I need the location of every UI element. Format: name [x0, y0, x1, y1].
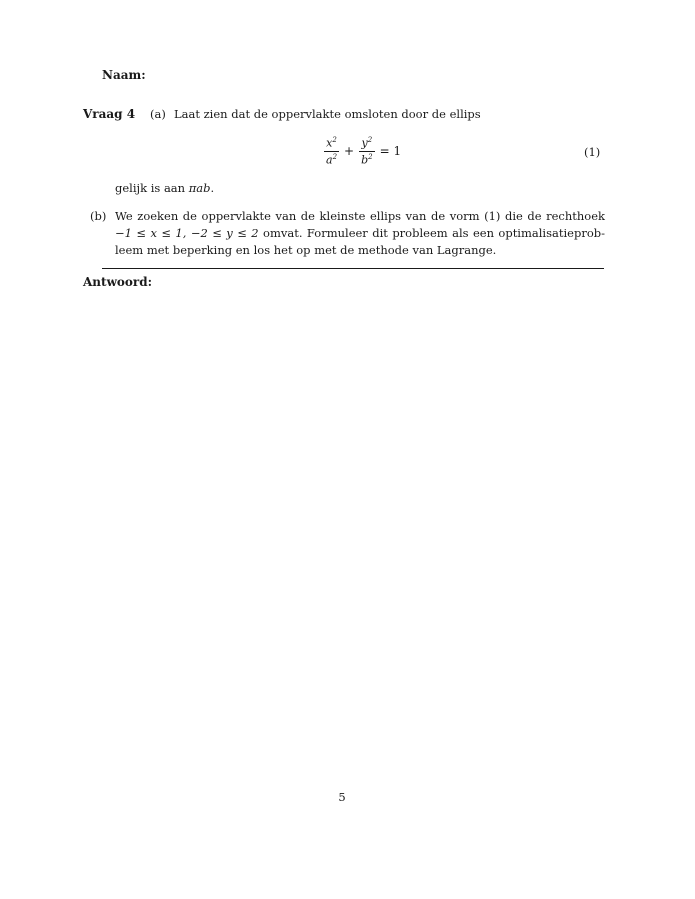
- page-number: 5: [338, 790, 346, 804]
- exponent-b: 2: [368, 152, 373, 161]
- exponent-x: 2: [332, 135, 337, 144]
- conclusion-prefix: gelijk is aan: [115, 181, 189, 195]
- part-b-tag: (b): [90, 209, 107, 223]
- horizontal-divider: [102, 268, 604, 269]
- fraction-y-over-b: [359, 137, 375, 165]
- numerator-y: y: [361, 136, 368, 150]
- fraction-bar: [359, 151, 375, 152]
- part-a-conclusion: [115, 181, 214, 195]
- rectangle-bounds: −1 ≤ x ≤ 1, −2 ≤ y ≤ 2: [115, 226, 259, 240]
- fraction-x-over-a: [324, 137, 339, 165]
- exponent-y: 2: [367, 135, 373, 144]
- question-label: Vraag 4: [83, 107, 136, 121]
- equation-number: (1): [584, 145, 601, 159]
- part-a-text: Laat zien dat de oppervlakte omsloten door de ellips: [174, 107, 481, 121]
- part-b-line-2-text: omvat. Formuleer dit probleem als een optimalisatieprob-: [258, 226, 605, 240]
- equation-rhs: = 1: [379, 144, 402, 158]
- part-b-line-2: [115, 226, 605, 240]
- conclusion-math: πab: [188, 181, 211, 195]
- numerator-x: x: [326, 136, 333, 150]
- name-label: Naam:: [102, 68, 146, 82]
- plus-sign: +: [344, 144, 355, 158]
- answer-label: Antwoord:: [83, 275, 153, 289]
- denominator-b: b: [361, 153, 369, 167]
- part-b-line-1: We zoeken de oppervlakte van de kleinste ellips van de vorm (1) die de rechthoek: [115, 209, 605, 223]
- ellipse-equation: [322, 134, 404, 168]
- denominator-a: a: [326, 153, 333, 167]
- part-b-line-3: leem met beperking en los het op met de methode van Lagrange.: [115, 243, 497, 257]
- conclusion-suffix: .: [210, 181, 215, 195]
- fraction-bar: [324, 151, 339, 152]
- part-a-tag: (a): [150, 107, 166, 121]
- exponent-a: 2: [332, 152, 338, 161]
